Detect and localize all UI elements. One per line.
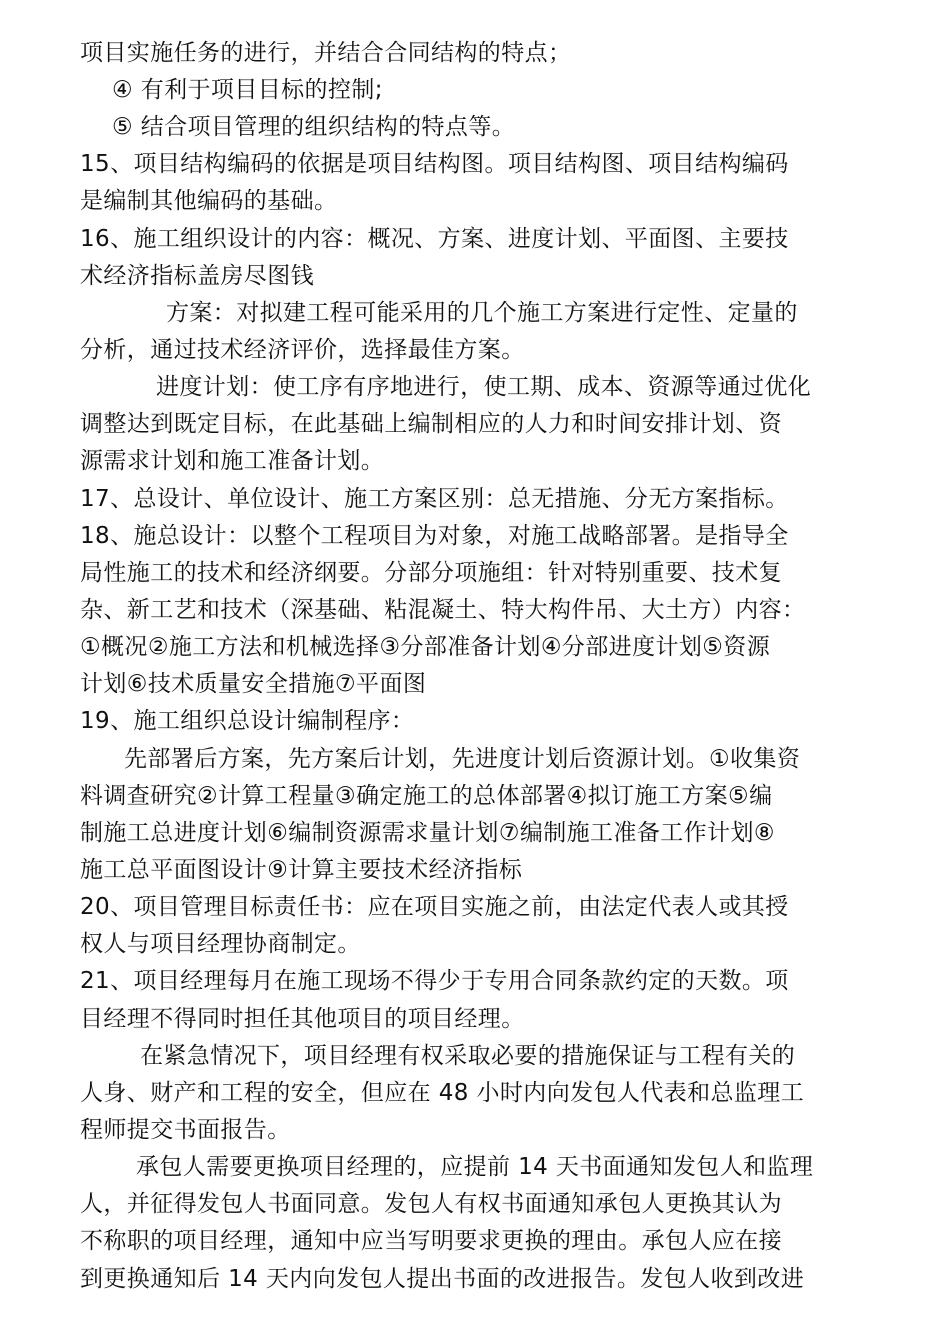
text-line: 计划⑥技术质量安全措施⑦平面图 bbox=[80, 671, 427, 697]
text-line: 18、施总设计：以整个工程项目为对象，对施工战略部署。是指导全 bbox=[80, 523, 789, 549]
list-item: ④ 有利于项目目标的控制; bbox=[112, 77, 383, 103]
text-line: 先部署后方案，先方案后计划，先进度计划后资源计划。①收集资 bbox=[124, 746, 801, 772]
text-line: 术经济指标盖房尽图钱 bbox=[80, 263, 314, 289]
text-line: 项目实施任务的进行，并结合合同结构的特点； bbox=[80, 40, 572, 66]
text-line: 源需求计划和施工准备计划。 bbox=[80, 448, 385, 474]
text-line: 权人与项目经理协商制定。 bbox=[80, 931, 361, 957]
text-line: 进度计划：使工序有序地进行，使工期、成本、资源等通过优化 bbox=[156, 374, 812, 400]
text-line: 方案：对拟建工程可能采用的几个施工方案进行定性、定量的 bbox=[166, 300, 798, 326]
text-line: 目经理不得同时担任其他项目的项目经理。 bbox=[80, 1006, 525, 1032]
text-line: 料调查研究②计算工程量③确定施工的总体部署④拟订施工方案⑤编 bbox=[80, 783, 773, 809]
text-line: 是编制其他编码的基础。 bbox=[80, 188, 338, 214]
text-line: 局性施工的技术和经济纲要。分部分项施组：针对特别重要、技术复 bbox=[80, 560, 782, 586]
text-line: 不称职的项目经理，通知中应当写明要求更换的理由。承包人应在接 bbox=[80, 1228, 782, 1254]
text-line: 制施工总进度计划⑥编制资源需求量计划⑦编制施工准备工作计划⑧ bbox=[80, 820, 775, 846]
text-line: 到更换通知后 14 天内向发包人提出书面的改进报告。发包人收到改进 bbox=[80, 1266, 805, 1292]
text-line: 程师提交书面报告。 bbox=[80, 1117, 291, 1143]
text-line: 15、项目结构编码的依据是项目结构图。项目结构图、项目结构编码 bbox=[80, 151, 789, 177]
text-line: 21、项目经理每月在施工现场不得少于专用合同条款约定的天数。项 bbox=[80, 968, 789, 994]
list-item: ⑤ 结合项目管理的组织结构的特点等。 bbox=[112, 114, 516, 140]
text-line: ①概况②施工方法和机械选择③分部准备计划④分部进度计划⑤资源 bbox=[80, 634, 771, 660]
text-line: 16、施工组织设计的内容：概况、方案、进度计划、平面图、主要技 bbox=[80, 226, 789, 252]
text-line: 人身、财产和工程的安全，但应在 48 小时内向发包人代表和总监理工 bbox=[80, 1080, 805, 1106]
text-line: 施工总平面图设计⑨计算主要技术经济指标 bbox=[80, 857, 523, 883]
text-line: 19、施工组织总设计编制程序： bbox=[80, 708, 415, 734]
text-line: 杂、新工艺和技术（深基础、粘混凝土、特大构件吊、大土方）内容： bbox=[80, 597, 806, 623]
text-line: 调整达到既定目标，在此基础上编制相应的人力和时间安排计划、资 bbox=[80, 411, 782, 437]
text-line: 20、项目管理目标责任书：应在项目实施之前，由法定代表人或其授 bbox=[80, 894, 789, 920]
text-line: 分析，通过技术经济评价，选择最佳方案。 bbox=[80, 337, 525, 363]
text-line: 在紧急情况下，项目经理有权采取必要的措施保证与工程有关的 bbox=[140, 1043, 796, 1069]
text-line: 17、总设计、单位设计、施工方案区别：总无措施、分无方案指标。 bbox=[80, 486, 789, 512]
text-line: 承包人需要更换项目经理的，应提前 14 天书面通知发包人和监理 bbox=[136, 1154, 814, 1180]
text-line: 人，并征得发包人书面同意。发包人有权书面通知承包人更换其认为 bbox=[80, 1191, 782, 1217]
